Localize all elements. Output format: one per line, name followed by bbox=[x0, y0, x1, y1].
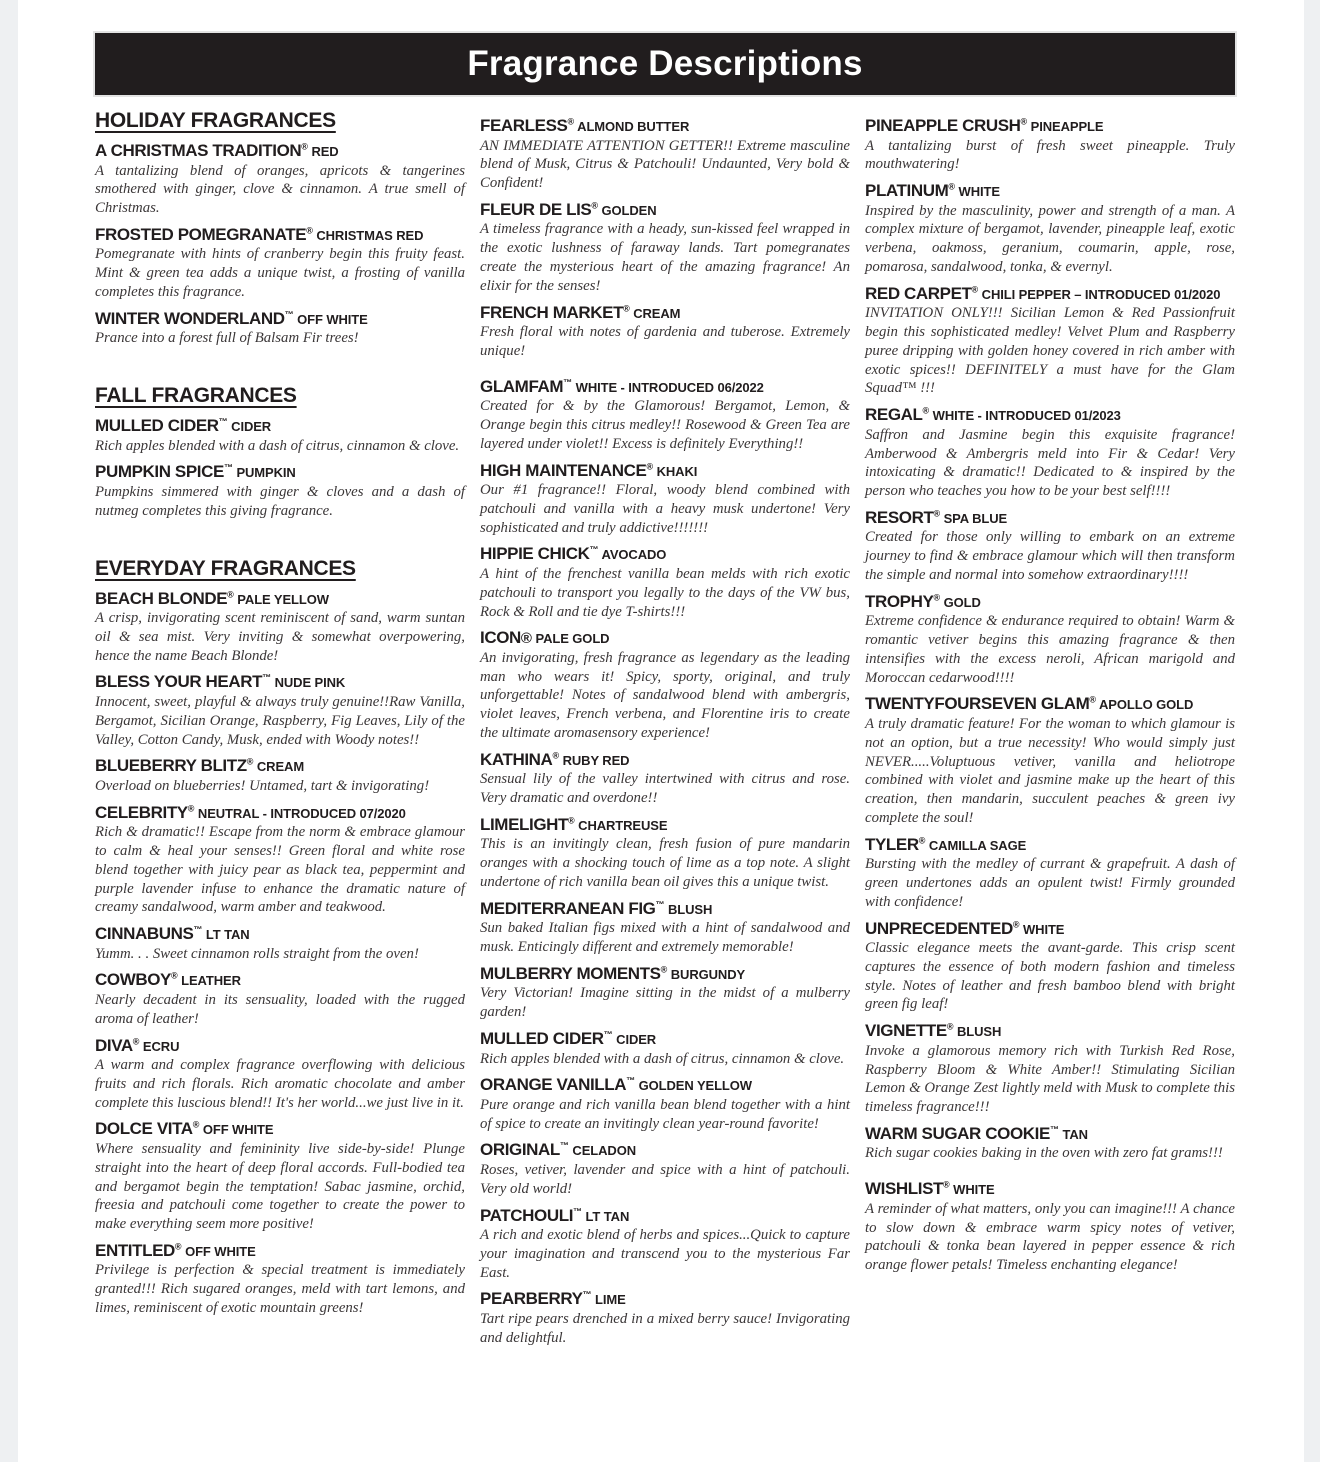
entry-mediterranean-fig bbox=[480, 899, 850, 957]
trademark-symbol: ™ bbox=[626, 1075, 636, 1086]
fragrance-description: An invigorating, fresh fragrance as legendary as the leading man who wears it! Spicy, sporty, original, and truly unforgettable! Notes of sandalwood blend with ambergris, violet leaves, French verbena, and Florentine iris to create the ultimate aromasensory experience! bbox=[480, 649, 850, 742]
fragrance-color-label: RED bbox=[307, 144, 339, 159]
entry-original bbox=[480, 1140, 850, 1198]
fragrance-description: AN IMMEDIATE ATTENTION GETTER!! Extreme masculine blend of Musk, Citrus & Patchouli! Undaunted, Very bold & Confident! bbox=[480, 137, 850, 192]
entry-pumpkin-spice bbox=[95, 462, 465, 520]
fragrance-name: ORANGE VANILLA™ GOLDEN YELLOW bbox=[480, 1075, 752, 1095]
fragrance-color-label: CHARTREUSE bbox=[574, 817, 668, 833]
fragrance-color-label: BURGUNDY bbox=[667, 966, 746, 982]
fragrance-description: Very Victorian! Imagine sitting in the midst of a mulberry garden! bbox=[480, 985, 850, 1021]
trademark-symbol: ™ bbox=[573, 1205, 583, 1216]
fragrance-color-label: WHITE - INTRODUCED 01/2023 bbox=[929, 408, 1121, 424]
fragrance-color-label: CREAM bbox=[253, 759, 305, 775]
fragrance-name: BLUEBERRY BLITZ® CREAM bbox=[95, 756, 305, 776]
fragrance-color-label: CHILI PEPPER – INTRODUCED 01/2020 bbox=[978, 286, 1221, 302]
trademark-symbol: ® bbox=[567, 116, 575, 127]
trademark-symbol: ™ bbox=[563, 377, 573, 388]
section-heading-holiday-fragrances: HOLIDAY FRAGRANCES bbox=[95, 109, 336, 132]
trademark-symbol: ® bbox=[520, 630, 532, 648]
fragrance-name: MULBERRY MOMENTS® BURGUNDY bbox=[480, 963, 746, 983]
entry-warm-sugar-cookie bbox=[865, 1124, 1235, 1163]
fragrance-name: KATHINA® RUBY RED bbox=[480, 749, 630, 769]
fragrance-name: VIGNETTE® BLUSH bbox=[865, 1021, 1002, 1041]
entry-patchouli bbox=[480, 1206, 850, 1283]
trademark-symbol: ® bbox=[170, 970, 178, 981]
fragrance-description: INVITATION ONLY!!! Sicilian Lemon & Red Passionfruit begin this sophisticated medley! Velvet Plum and Raspberry puree dripping with golden honey covered in rich amber with exotic spices!! DEFINITELY a must have for the Glam Squad™ !!! bbox=[865, 305, 1235, 397]
fragrance-color-label: WHITE bbox=[1019, 921, 1065, 937]
trademark-symbol: ® bbox=[132, 1035, 140, 1046]
trademark-symbol: ® bbox=[227, 588, 234, 599]
fragrance-color-label: LEATHER bbox=[177, 973, 241, 989]
fragrance-description: Extreme confidence & endurance required to obtain! Warm & romantic vetiver begins this amazing fragrance & then intensifies with the excess neroli, African marigold and Moroccan cedarwood!!!! bbox=[865, 613, 1235, 686]
fragrance-color-label: CAMILLA SAGE bbox=[925, 837, 1027, 853]
fragrance-name: DOLCE VITA® OFF WHITE bbox=[95, 1119, 274, 1139]
page-header bbox=[95, 33, 1235, 95]
fragrance-color-label: LT TAN bbox=[202, 927, 250, 943]
entry-platinum bbox=[865, 181, 1235, 277]
fragrance-color-label: KHAKI bbox=[653, 463, 698, 479]
fragrance-name: PINEAPPLE CRUSH® PINEAPPLE bbox=[865, 116, 1104, 135]
fragrance-name: ORIGINAL™ CELADON bbox=[480, 1140, 637, 1160]
column-2 bbox=[480, 109, 850, 1351]
fragrance-description: A rich and exotic blend of herbs and spices...Quick to capture your imagination and transcend you to the mysterious Far East. bbox=[480, 1227, 850, 1281]
fragrance-color-label: NEUTRAL - INTRODUCED 07/2020 bbox=[194, 805, 406, 821]
fragrance-color-label: OFF WHITE bbox=[181, 1243, 256, 1259]
entry-cowboy bbox=[95, 970, 465, 1028]
fragrance-name: CELEBRITY® NEUTRAL - INTRODUCED 07/2020 bbox=[95, 802, 406, 822]
fragrance-description: Saffron and Jasmine begin this exquisite fragrance! Amberwood & Ambergris meld into Fir & Cedar! Very intoxicating & dramatic!! Dedicated to & inspired by the person who teaches you how to be your best self!!!! bbox=[865, 426, 1235, 500]
fragrance-description: A hint of the frenchest vanilla bean melds with rich exotic patchouli to transport you legally to the days of the VW bus, Rock & Roll and tie dye T-shirts!!! bbox=[480, 566, 850, 620]
entry-resort bbox=[865, 508, 1235, 585]
entry-pearberry bbox=[480, 1289, 850, 1347]
section-heading-everyday-fragrances: EVERYDAY FRAGRANCES bbox=[95, 556, 356, 580]
trademark-symbol: ® bbox=[174, 1241, 182, 1252]
entry-mulberry-moments bbox=[480, 964, 850, 1022]
entry-icon bbox=[480, 628, 850, 742]
trademark-symbol: ™ bbox=[559, 1140, 569, 1151]
fragrance-description: Classic elegance meets the avant-garde. This crisp scent captures the essence of both modern fashion and timeless style. Notes of leather and fresh bamboo blend with bright green fig leaf! bbox=[865, 940, 1235, 1013]
fragrance-color-label: CHRISTMAS RED bbox=[312, 227, 424, 243]
section-heading-fall-fragrances: FALL FRAGRANCES bbox=[95, 384, 297, 408]
fragrance-color-label: LIME bbox=[591, 1292, 626, 1308]
fragrance-description: A timeless fragrance with a heady, sun-kissed feel wrapped in the exotic lushness of faraway lands. Tart pomegranates create the mysterious heart of the amazing fragrance! An elixir for the senses! bbox=[480, 221, 850, 294]
fragrance-name: ICON® PALE GOLD bbox=[480, 628, 610, 648]
entry-cinnabuns bbox=[95, 924, 465, 963]
fragrance-description: Where sensuality and femininity live side-by-side! Plunge straight into the heart of deep floral accords. Full-bodied tea and bergamot begin the temptation! Sabac jasmine, orchid, freesia and patchouli come together to create the power to make everything seem more positive! bbox=[95, 1140, 465, 1233]
fragrance-color-label: PUMPKIN bbox=[232, 465, 296, 481]
trademark-symbol: ™ bbox=[582, 1289, 592, 1300]
fragrance-name: A CHRISTMAS TRADITION® RED bbox=[95, 141, 339, 160]
trademark-symbol: ® bbox=[568, 815, 575, 826]
entry-french-market bbox=[480, 303, 850, 361]
fragrance-color-label: GOLD bbox=[940, 594, 981, 610]
fragrance-description: Tart ripe pears drenched in a mixed berry sauce! Invigorating and delightful. bbox=[480, 1311, 850, 1346]
fragrance-description: Rich apples blended with a dash of citrus, cinnamon & clove. bbox=[480, 1050, 845, 1067]
fragrance-description: Fresh floral with notes of gardenia and tuberose. Extremely unique! bbox=[480, 324, 850, 359]
entry-blueberry-blitz bbox=[95, 756, 465, 795]
trademark-symbol: ® bbox=[948, 181, 956, 192]
fragrance-name: FROSTED POMEGRANATE® CHRISTMAS RED bbox=[95, 224, 424, 244]
fragrance-color-label: LT TAN bbox=[582, 1208, 630, 1224]
fragrance-description: A tantalizing burst of fresh sweet pineapple. Truly mouthwatering! bbox=[865, 137, 1235, 173]
fragrance-description: A truly dramatic feature! For the woman to which glamour is not an option, but a true necessity! Who would simply just NEVER.....Voluptuous vetiver, vanilla and heliotrope combined with violet and jasmine make up the heart of this creation, then mandarin, succulent peaches & green ivy complete the soul! bbox=[865, 716, 1235, 826]
fragrance-name: FEARLESS® ALMOND BUTTER bbox=[480, 116, 690, 135]
fragrance-color-label: NUDE PINK bbox=[271, 675, 346, 691]
fragrance-name: WISHLIST® WHITE bbox=[865, 1179, 995, 1199]
fragrance-columns bbox=[95, 109, 1235, 1351]
fragrance-name: PLATINUM® WHITE bbox=[865, 181, 1000, 201]
trademark-symbol: ® bbox=[933, 508, 941, 519]
trademark-symbol: ® bbox=[971, 284, 979, 295]
fragrance-color-label: OFF WHITE bbox=[199, 1122, 274, 1138]
trademark-symbol: ™ bbox=[284, 309, 294, 320]
trademark-symbol: ® bbox=[943, 1179, 950, 1190]
fragrance-name: PEARBERRY™ LIME bbox=[480, 1289, 626, 1309]
trademark-symbol: ® bbox=[187, 803, 195, 813]
trademark-symbol: ™ bbox=[655, 899, 665, 910]
fragrance-name: TWENTYFOURSEVEN GLAM® APOLLO GOLD bbox=[865, 694, 1194, 714]
entry-winter-wonderland bbox=[95, 309, 465, 348]
fragrance-color-label: APOLLO GOLD bbox=[1095, 697, 1194, 713]
fragrance-description: Pumpkins simmered with ginger & cloves and a dash of nutmeg completes this giving fragrance. bbox=[95, 483, 465, 519]
fragrance-color-label: PALE GOLD bbox=[531, 631, 610, 647]
trademark-symbol: ™ bbox=[262, 672, 272, 683]
fragrance-color-label: BLUSH bbox=[664, 901, 713, 917]
fragrance-color-label: BLUSH bbox=[953, 1024, 1002, 1040]
trademark-symbol: ® bbox=[922, 405, 930, 416]
entry-high-maintenance bbox=[480, 461, 850, 538]
catalog-page bbox=[95, 33, 1235, 1351]
trademark-symbol: ™ bbox=[603, 1029, 613, 1040]
fragrance-color-label: TAN bbox=[1058, 1126, 1088, 1142]
fragrance-name: RED CARPET® CHILI PEPPER – INTRODUCED 01/2020 bbox=[865, 283, 1221, 303]
entry-glamfam bbox=[480, 377, 850, 454]
entry-twentyfourseven-glam bbox=[865, 694, 1235, 827]
fragrance-description: Rich sugar cookies baking in the oven with zero fat grams!!! bbox=[865, 1145, 1223, 1162]
fragrance-color-label: PINEAPPLE bbox=[1027, 119, 1104, 134]
trademark-symbol: ® bbox=[918, 835, 926, 846]
fragrance-description: A tantalizing blend of oranges, apricots & tangerines smothered with ginger, clove & cinnamon. A true smell of Christmas. bbox=[95, 162, 465, 217]
fragrance-color-label: SPA BLUE bbox=[940, 510, 1008, 526]
trademark-symbol: ® bbox=[246, 756, 254, 767]
fragrance-color-label: WHITE bbox=[949, 1182, 995, 1198]
fragrance-name: ENTITLED® OFF WHITE bbox=[95, 1240, 256, 1260]
entry-entitled bbox=[95, 1241, 465, 1318]
fragrance-description: Sun baked Italian figs mixed with a hint of sandalwood and musk. Enticingly different and extremely memorable! bbox=[480, 920, 850, 956]
fragrance-description: Inspired by the masculinity, power and strength of a man. A complex mixture of bergamot, lavender, pineapple leaf, exotic verbena, oakmoss, geranium, coumarin, apple, rose, pomarosa, sandalwood, tonka, & evernyl. bbox=[865, 202, 1235, 275]
fragrance-description: Rich apples blended with a dash of citrus, cinnamon & clove. bbox=[95, 437, 460, 454]
fragrance-description: Prance into a forest full of Balsam Fir trees! bbox=[95, 330, 359, 347]
fragrance-color-label: ECRU bbox=[139, 1038, 180, 1054]
fragrance-name: DIVA® ECRU bbox=[95, 1035, 180, 1055]
entry-celebrity bbox=[95, 803, 465, 917]
page-title: Fragrance Descriptions bbox=[467, 44, 863, 83]
trademark-symbol: ® bbox=[623, 302, 630, 313]
entry-fleur-de-lis bbox=[480, 200, 850, 296]
fragrance-name: REGAL® WHITE - INTRODUCED 01/2023 bbox=[865, 405, 1121, 425]
entry-limelight bbox=[480, 815, 850, 892]
fragrance-description: Roses, vetiver, lavender and spice with a hint of patchouli. Very old world! bbox=[480, 1162, 850, 1197]
fragrance-description: Pomegranate with hints of cranberry begin this fruity feast. Mint & green tea adds a unique twist, a frosting of vanilla completes this fragrance. bbox=[95, 246, 465, 300]
entry-hippie-chick bbox=[480, 544, 850, 621]
fragrance-description: Overload on blueberries! Untamed, tart & invigorating! bbox=[95, 777, 430, 794]
entry-pineapple-crush bbox=[865, 116, 1235, 174]
trademark-symbol: ® bbox=[192, 1119, 200, 1130]
fragrance-description: A crisp, invigorating scent reminiscent of sand, warm suntan oil & sea mist. Very inviting & somewhat overpowering, hence the name Beach Blonde! bbox=[95, 610, 465, 664]
fragrance-name: MEDITERRANEAN FIG™ BLUSH bbox=[480, 898, 713, 918]
entry-regal bbox=[865, 405, 1235, 501]
entry-mulled-cider bbox=[480, 1029, 850, 1068]
fragrance-name: BEACH BLONDE® PALE YELLOW bbox=[95, 588, 329, 608]
fragrance-color-label: OFF WHITE bbox=[293, 311, 368, 327]
trademark-symbol: ™ bbox=[589, 544, 599, 555]
entry-kathina bbox=[480, 750, 850, 808]
trademark-symbol: ™ bbox=[223, 462, 233, 473]
fragrance-name: WARM SUGAR COOKIE™ TAN bbox=[865, 1123, 1088, 1143]
entry-mulled-cider bbox=[95, 416, 465, 455]
fragrance-name: GLAMFAM™ WHITE - INTRODUCED 06/2022 bbox=[480, 376, 764, 396]
fragrance-description: Rich & dramatic!! Escape from the norm & embrace glamour to calm & heal your senses!! Green floral and white rose blend together with juicy pear as black tea, peppermint and purple lavender infuse to enhance the dramatic nature of creamy sandalwood, warm amber and teakwood. bbox=[95, 824, 465, 916]
page-left-margin-strip bbox=[0, 0, 18, 1462]
fragrance-description: Yumm. . . Sweet cinnamon rolls straight from the oven! bbox=[95, 945, 419, 962]
trademark-symbol: ® bbox=[301, 141, 308, 152]
trademark-symbol: ® bbox=[1020, 116, 1028, 127]
fragrance-description: Privilege is perfection & special treatment is immediately granted!!! Rich sugared oranges, meld with tart lemons, and limes, reminiscent of exotic mountain greens! bbox=[95, 1262, 465, 1316]
fragrance-name: WINTER WONDERLAND™ OFF WHITE bbox=[95, 308, 368, 328]
fragrance-name: COWBOY® LEATHER bbox=[95, 970, 241, 990]
fragrance-description: Invoke a glamorous memory rich with Turkish Red Rose, Raspberry Bloom & White Amber!! Stimulating Sicilian Lemon & Orange Zest lightly meld with Musk to complete this timeless fragrance!!! bbox=[865, 1042, 1235, 1116]
fragrance-name: BLESS YOUR HEART™ NUDE PINK bbox=[95, 672, 346, 692]
entry-frosted-pomegranate bbox=[95, 225, 465, 302]
entry-dolce-vita bbox=[95, 1119, 465, 1233]
fragrance-description: A reminder of what matters, only you can imagine!!! A chance to slow down & embrace warm spicy notes of vetiver, patchouli & tonka bean layered in pepper essence & rich orange flower petals! Timeless enchanting elegance! bbox=[865, 1200, 1235, 1274]
fragrance-name: MULLED CIDER™ CIDER bbox=[95, 416, 272, 436]
entry-wishlist bbox=[865, 1179, 1235, 1275]
trademark-symbol: ™ bbox=[218, 416, 228, 427]
fragrance-name: PUMPKIN SPICE™ PUMPKIN bbox=[95, 462, 296, 482]
entry-trophy bbox=[865, 592, 1235, 688]
fragrance-description: Nearly decadent in its sensuality, loaded with the rugged aroma of leather! bbox=[95, 991, 465, 1027]
fragrance-name: UNPRECEDENTED® WHITE bbox=[865, 918, 1065, 938]
entry-orange-vanilla bbox=[480, 1075, 850, 1133]
fragrance-name: TROPHY® GOLD bbox=[865, 591, 981, 611]
trademark-symbol: ® bbox=[946, 1021, 954, 1032]
fragrance-description: Bursting with the medley of currant & grapefruit. A dash of green undertones adds an opulent twist! Firmly grounded with confidence! bbox=[865, 856, 1235, 910]
fragrance-description: A warm and complex fragrance overflowing with delicious fruits and rich florals. Rich aromatic chocolate and amber complete this luscious blend!! It's her world...we just live in it. bbox=[95, 1057, 465, 1111]
fragrance-color-label: GOLDEN bbox=[598, 202, 657, 218]
trademark-symbol: ® bbox=[1012, 918, 1020, 929]
fragrance-color-label: RUBY RED bbox=[559, 752, 630, 768]
fragrance-description: Created for those only willing to embark on an extreme journey to find & embrace glamour which will then transform the simple and normal into somehow extraordinary!!!! bbox=[865, 529, 1235, 584]
fragrance-name: MULLED CIDER™ CIDER bbox=[480, 1029, 657, 1049]
fragrance-name: CINNABUNS™ LT TAN bbox=[95, 924, 250, 944]
column-3 bbox=[865, 109, 1235, 1278]
trademark-symbol: ® bbox=[552, 750, 560, 761]
fragrance-color-label: ALMOND BUTTER bbox=[574, 119, 690, 134]
trademark-symbol: ® bbox=[933, 592, 941, 603]
entry-bless-your-heart bbox=[95, 672, 465, 749]
page-right-margin-strip bbox=[1304, 0, 1320, 1462]
fragrance-color-label: AVOCADO bbox=[598, 547, 667, 563]
fragrance-name: LIMELIGHT® CHARTREUSE bbox=[480, 814, 668, 834]
fragrance-description: Innocent, sweet, playful & always truly genuine!!Raw Vanilla, Bergamot, Sicilian Orange, Raspberry, Fig Leaves, Lily of the Valley, Cotton Candy, Musk, ended with Woody notes!! bbox=[95, 693, 465, 748]
trademark-symbol: ® bbox=[646, 460, 654, 471]
entry-tyler bbox=[865, 835, 1235, 912]
fragrance-description: Our #1 fragrance!! Floral, woody blend combined with patchouli and vanilla with a heavy musk undertone! Very sophisticated and truly addictive!!!!!!! bbox=[480, 482, 850, 536]
entry-diva bbox=[95, 1036, 465, 1113]
fragrance-color-label: WHITE bbox=[955, 184, 1000, 200]
fragrance-name: PATCHOULI™ LT TAN bbox=[480, 1205, 630, 1225]
trademark-symbol: ™ bbox=[193, 924, 203, 935]
entry-a-christmas-tradition bbox=[95, 141, 465, 218]
fragrance-description: Pure orange and rich vanilla bean blend together with a hint of spice to create an invitingly clean year-round favorite! bbox=[480, 1096, 850, 1132]
fragrance-name: HIPPIE CHICK™ AVOCADO bbox=[480, 544, 667, 564]
column-1 bbox=[95, 109, 465, 1321]
fragrance-color-label: GOLDEN YELLOW bbox=[635, 1078, 752, 1094]
trademark-symbol: ® bbox=[1089, 694, 1096, 705]
fragrance-color-label: CELADON bbox=[568, 1143, 637, 1159]
fragrance-name: FLEUR DE LIS® GOLDEN bbox=[480, 199, 657, 219]
entry-beach-blonde bbox=[95, 589, 465, 666]
fragrance-color-label: WHITE - INTRODUCED 06/2022 bbox=[572, 379, 764, 395]
entry-fearless bbox=[480, 116, 850, 193]
fragrance-color-label: CIDER bbox=[612, 1032, 657, 1048]
fragrance-color-label: CREAM bbox=[629, 305, 681, 321]
fragrance-name: FRENCH MARKET® CREAM bbox=[480, 302, 681, 322]
fragrance-color-label: PALE YELLOW bbox=[233, 591, 329, 607]
entry-vignette bbox=[865, 1021, 1235, 1117]
entry-red-carpet bbox=[865, 284, 1235, 398]
trademark-symbol: ® bbox=[591, 200, 599, 211]
trademark-symbol: ® bbox=[306, 225, 313, 236]
fragrance-color-label: CIDER bbox=[227, 419, 272, 435]
fragrance-description: Sensual lily of the valley intertwined with citrus and rose. Very dramatic and overdone!! bbox=[480, 771, 850, 807]
fragrance-name: RESORT® SPA BLUE bbox=[865, 507, 1008, 527]
fragrance-description: This is an invitingly clean, fresh fusion of pure mandarin oranges with a shocking touch of lime as a top note. A slight undertone of rich vanilla bean oil gives this a unique twist. bbox=[480, 836, 850, 891]
fragrance-name: TYLER® CAMILLA SAGE bbox=[865, 834, 1027, 854]
entry-unprecedented bbox=[865, 919, 1235, 1015]
fragrance-description: Created for & by the Glamorous! Bergamot, Lemon, & Orange begin this citrus medley!! Rosewood & Green Tea are layered under violet!! Excess is definitely Everything!! bbox=[480, 398, 850, 452]
fragrance-name: HIGH MAINTENANCE® KHAKI bbox=[480, 460, 698, 480]
trademark-symbol: ™ bbox=[1049, 1124, 1059, 1135]
trademark-symbol: ® bbox=[660, 964, 668, 975]
